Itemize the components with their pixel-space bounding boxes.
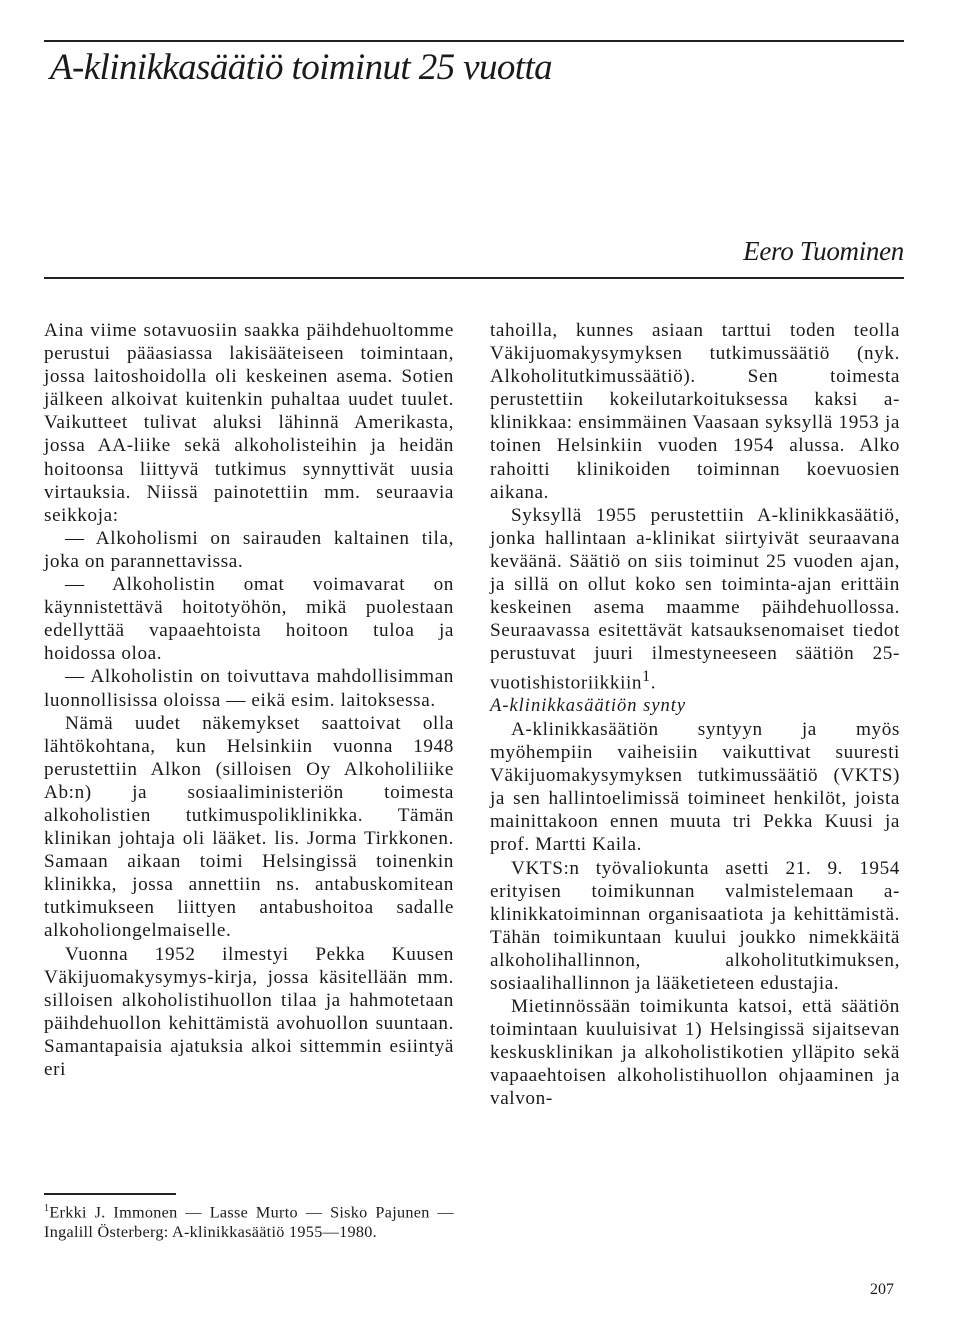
paragraph <box>490 504 900 695</box>
section-subheading: A-klinikkasäätiön synty <box>490 695 687 716</box>
footnote-text: Erkki J. Immonen — Lasse Murto — Sisko Pajunen — Ingalill Österberg: A-klinikkasäätiö 1955—1980. <box>44 1203 454 1242</box>
paragraph: Vuonna 1952 ilmestyi Pekka Kuusen Väkijuomakysymys-kirja, jossa käsitellään mm. silloisen alkoholistihuollon tilaa ja hahmotetaan päihdehuollon kehittämistä avohuollon suuntaan. Samantapaisia ajatuksia alkoi sittemmin esiintyä eri <box>44 943 454 1080</box>
right-column <box>490 319 900 1111</box>
paragraph: Aina viime sotavuosiin saakka päihdehuoltomme perustui pääasiassa lakisääteiseen toimintaan, jossa laitoshoidolla oli keskeinen asema. Sotien jälkeen alkoivat kuitenkin puhaltaa uudet tuulet. Vaikutteet tulivat aluksi lähinnä Amerikasta, jossa AA-liike sekä alkoholisteihin ja heidän hoitoonsa liittyvä tutkimus synnyttivät uusia virtauksia. Niissä painotettiin mm. seuraavia seikkoja: <box>44 320 454 526</box>
paragraph: A-klinikkasäätiön syntyyn ja myös myöhempiin vaiheisiin vaikuttivat suuresti Väkijuomakysymyksen tutkimussäätiö (VKTS) ja sen hallintoelimissä toimineet henkilöt, joista mainittakoon ennen muuta tri Pekka Kuusi ja prof. Martti Kaila. <box>490 718 900 856</box>
paragraph: VKTS:n työvaliokunta asetti 21. 9. 1954 erityisen toimikunnan valmistelemaan a-klinikkatoiminnan organisaatiota ja kehittämistä. Tähän toimikuntaan kuului joukko nimekkäitä alkoholihallinnon, alkoholitutkimuksen, sosiaalihallinnon ja lääketieteen edustajia. <box>490 857 900 995</box>
footnote-reference[interactable]: 1 <box>642 668 651 686</box>
bullet-paragraph: — Alkoholismi on sairauden kaltainen tila, joka on parannettavissa. <box>44 527 454 572</box>
footnote <box>44 1199 454 1242</box>
paragraph-end: . <box>650 672 657 694</box>
footnote-rule <box>44 1193 176 1195</box>
paragraph-text: Syksyllä 1955 perustettiin A-klinikkasäätiö, jonka hallintaan a-klinikat siirtyivät seuraavana keväänä. Säätiö on siis toiminut 25 vuoden ajan, ja sillä on ollut koko sen toiminta-ajan erittäin keskeinen asema maamme päihdehuollossa. Seuraavassa esitettävät katsauksenomaiset tiedot perustuvat juuri ilmestyneeseen säätiön 25-vuotishistoriikkiin <box>490 504 900 694</box>
article-title: A-klinikkasäätiö toiminut 25 vuotta <box>50 47 553 88</box>
top-rule <box>44 40 904 42</box>
paragraph: tahoilla, kunnes asiaan tarttui toden teolla Väkijuomakysymyksen tutkimussäätiö (nyk. Alkoholitutkimussäätiö). Sen toimesta perustettiin kokeilutarkoituksessa kaksi a-klinikkaa: ensimmäinen Vaasaan syksyllä 1953 ja toinen Helsinkiin vuoden 1954 alussa. Alko rahoitti klinikoiden toiminnan koevuosien aikana. <box>490 320 900 503</box>
left-column <box>44 319 454 1081</box>
author-name: Eero Tuominen <box>743 236 904 266</box>
bullet-paragraph: — Alkoholistin on toivuttava mahdollisimman luonnollisissa oloissa — eikä esim. laitoksessa. <box>44 666 454 711</box>
footnote-marker: 1 <box>44 1203 50 1214</box>
header-rule <box>44 277 904 279</box>
paragraph: Mietinnössään toimikunta katsoi, että säätiön toimintaan kuuluisivat 1) Helsingissä sijaitsevan keskusklinikan ja alkoholistikotien ylläpito sekä vapaaehtoisen alkoholistihuollon ohjaaminen ja valvon- <box>490 996 900 1110</box>
page-number: 207 <box>870 1281 894 1298</box>
bullet-paragraph: — Alkoholistin omat voimavarat on käynnistettävä hoitotyöhön, mikä puolestaan edellyttää vapaaehtoista hoitoon tuloa ja hoidossa oloa. <box>44 574 454 665</box>
paragraph: Nämä uudet näkemykset saattoivat olla lähtökohtana, kun Helsinkiin vuonna 1948 perustettiin Alkon (silloisen Oy Alkoholiliike Ab:n) ja sosiaaliministeriön toimesta alkoholistien tutkimuspoliklinikka. Tämän klinikan johtaja oli lääket. lis. Jorma Tirkkonen. Samaan aikaan toimi Helsingissä toinenkin klinikka, jossa annettiin ns. antabuskomitean tutkimukseen liittyen antabushoitoa sadalle alkoholiongelmaiselle. <box>44 712 454 942</box>
